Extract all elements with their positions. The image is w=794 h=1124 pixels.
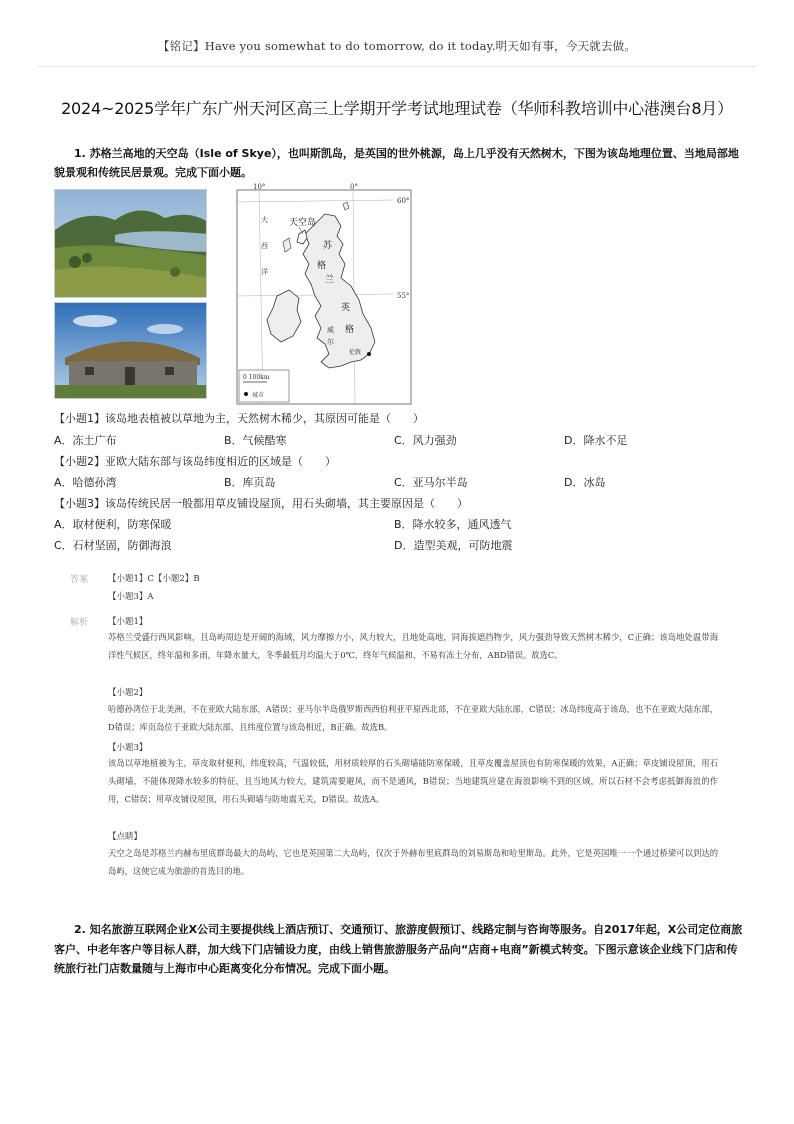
map-scale-text: 0 100km (243, 374, 270, 381)
sub3-option-b[interactable]: B．降水较多，通风透气 (394, 518, 512, 531)
sub1-option-d[interactable]: D．降水不足 (564, 434, 628, 447)
header-divider (38, 66, 756, 67)
map-ocean-3: 洋 (261, 268, 268, 276)
answer-label: 答案 (70, 575, 89, 585)
sub2-option-b[interactable]: B．库页岛 (224, 476, 276, 489)
note-text: 天空之岛是苏格兰内赫布里底群岛最大的岛屿，它也是英国第二大岛屿，仅次于外赫布里底群岛的刘易斯岛和哈里斯岛。此外，它是英国唯一一个通过桥梁可以到达的岛屿，这使它成为旅游的首选目的地。 (108, 848, 718, 877)
map-legend-city: 城市 (252, 392, 265, 399)
page-title: 2024~2025学年广东广州天河区高三上学期开学考试地理试卷（华师科教培训中心港澳台8月） (61, 99, 733, 118)
sub2-option-c[interactable]: C．亚马尔半岛 (394, 476, 468, 489)
map-wales-2: 尔 (327, 338, 334, 346)
map-label-skye: 天空岛 (289, 218, 317, 228)
explanation-1-head: 【小题1】 (108, 617, 148, 627)
map-lon-0: 0° (350, 183, 358, 191)
motto-header: 【铭记】Have you somewhat to do tomorrow, do it today.明天如有事，今天就去做。 (157, 39, 637, 53)
map-scotland-3: 兰 (325, 275, 335, 285)
sub3-option-a[interactable]: A．取材便利，防寒保暖 (54, 518, 172, 531)
map-lat-60: 60° (397, 197, 410, 205)
explanation-3-text: 该岛以草地植被为主，草皮取材便利，纬度较高，气温较低，用材质较厚的石头砌墙能防寒保暖，且草皮覆盖屋顶也有防寒保暖的效果，A正确；草皮铺设屋顶，用石头砌墙，不能体现降水较多的特征，且当地风力较大，建筑需要避风，而不是通风，B错误；当地建筑应建在海浪影响不到的区域，所以石材不会考虑抵御海浪的作用，C错误；用草皮铺设屋顶，用石头砌墙与防地震无关，D错误。故选A。 (108, 758, 718, 805)
map-ocean-1: 大 (261, 216, 268, 224)
map-england-1: 英 (341, 303, 351, 313)
subquestion-1: 【小题1】该岛地表植被以草地为主，天然树木稀少，其原因可能是（ ） (54, 412, 424, 425)
map-lat-55: 55° (397, 292, 410, 300)
note-head: 【点睛】 (108, 832, 143, 842)
explanation-label: 解析 (70, 618, 89, 628)
question-1-text: 1. 苏格兰高地的天空岛（Isle of Skye），也叫斯凯岛，是英国的世外桃源，岛上几乎没有天然树木，下图为该岛地理位置、当地局部地貌景观和传统民居景观。完成下面小题。 (54, 147, 739, 179)
landscape-photo (54, 189, 207, 298)
sub2-option-a[interactable]: A．哈德孙湾 (54, 476, 117, 489)
explanation-3-head: 【小题3】 (108, 743, 148, 753)
explanation-2-text: 哈德孙湾位于北美洲，不在亚欧大陆东部，A错误；亚马尔半岛俄罗斯西西伯利亚平原西北部，不在亚欧大陆东部，C错误；冰岛纬度高于该岛，也不在亚欧大陆东部，D错误；库页岛位于亚欧大陆东部，且纬度位置与该岛相近，B正确。故选B。 (108, 704, 718, 733)
sub1-option-b[interactable]: B．气候酷寒 (224, 434, 287, 447)
answer-line-2: 【小题3】A (108, 592, 154, 602)
sub1-option-c[interactable]: C．风力强劲 (394, 434, 457, 447)
question-2-stem (54, 920, 744, 979)
traditional-house-photo (54, 302, 207, 399)
map-ocean-2: 西 (261, 242, 268, 250)
map-scotland-2: 格 (317, 261, 327, 271)
sub2-option-d[interactable]: D．冰岛 (564, 476, 606, 489)
map-wales-1: 威 (327, 326, 334, 334)
explanation-2-head: 【小题2】 (108, 688, 148, 698)
sub3-option-c[interactable]: C．石材坚固，防御海浪 (54, 539, 172, 552)
sub1-option-a[interactable]: A．冻土广布 (54, 434, 117, 447)
map-label-london: 伦敦 (349, 349, 362, 356)
answer-line-1: 【小题1】C【小题2】B (108, 574, 200, 584)
map-england-2: 格 (345, 325, 355, 335)
map-lon-10: 10° (253, 183, 266, 191)
subquestion-3: 【小题3】该岛传统民居一般都用草皮铺设屋顶，用石头砌墙，其主要原因是（ ） (54, 497, 468, 510)
question-2-text: 2. 知名旅游互联网企业X公司主要提供线上酒店预订、交通预订、旅游度假预订、线路定制与咨询等服务。自2017年起，X公司定位商旅客户、中老年客户等目标人群，加大线下门店铺设力度，由线上销售旅游服务产品向“店商+电商”新模式转变。下图示意该企业线下门店和传统旅行社门店数量随与上海市中心距离变化分布情况。完成下面小题。 (54, 923, 743, 975)
subquestion-2: 【小题2】亚欧大陆东部与该岛纬度相近的区域是（ ） (54, 455, 336, 468)
isle-of-skye-location-map (233, 182, 415, 406)
map-scotland-1: 苏 (323, 241, 333, 251)
question-1-stem (54, 144, 744, 182)
map-london-dot (367, 352, 371, 356)
sub3-option-d[interactable]: D．造型美观，可防地震 (394, 539, 513, 552)
explanation-1-text: 苏格兰受盛行西风影响，且岛屿周边是开阔的海域，风力摩擦力小，风力较大，且地处高地，同海拔遮挡物少，风力强劲导致天然树木稀少，C正确；该岛地处温带海洋性气候区，终年温和多雨，年降水量大，冬季最低月均温大于0℃，终年气候温和，不易有冻土分布，ABD错误。故选C。 (108, 632, 718, 661)
